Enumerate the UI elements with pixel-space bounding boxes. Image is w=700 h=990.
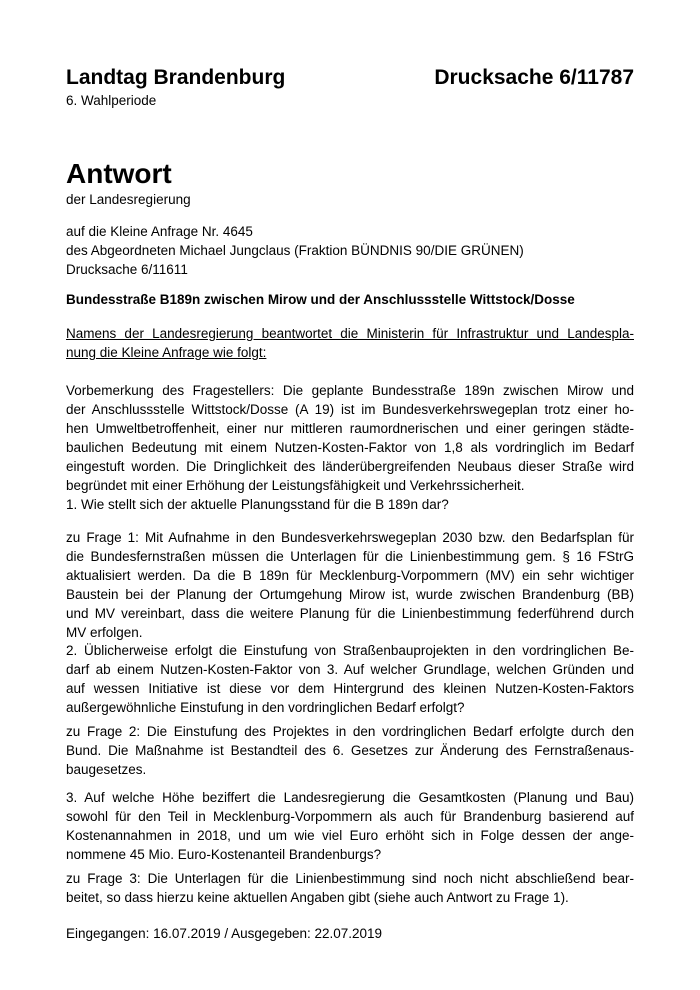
- text-line: 2. Üblicherweise erfolgt die Einstufung von Straßenbauprojekten in den vordringlichen Be-: [66, 643, 634, 658]
- text-line: baugesetzes.: [66, 762, 147, 777]
- text-line: sowohl für den Teil in Mecklenburg-Vorpommern als auch für Brandenburg basierend auf: [66, 809, 634, 824]
- page-title: Antwort: [66, 158, 172, 189]
- text-line: außergewöhnliche Einstufung in den vordringlichen Bedarf erfolgt?: [66, 700, 465, 715]
- text-line: nung die Kleine Anfrage wie folgt:: [66, 345, 267, 360]
- answer-3: [66, 869, 634, 907]
- text-line: 1. Wie stellt sich der aktuelle Planungsstand für die B 189n dar?: [66, 497, 449, 512]
- answer-2: [66, 722, 634, 779]
- text-line: baulichen Bedeutung mit einem Nutzen-Kosten-Faktor von 1,8 als vordringlich im Bedarf: [66, 440, 634, 455]
- parliament-name: Landtag Brandenburg: [66, 66, 286, 89]
- text-line: und MV vereinbart, dass die weitere Planung für die Linienbestimmung federführend durch: [66, 606, 634, 621]
- reference-line: auf die Kleine Anfrage Nr. 4645: [66, 224, 253, 239]
- subject-heading: Bundesstraße B189n zwischen Mirow und der Anschlussstelle Wittstock/Dosse: [66, 292, 575, 307]
- document-header: [66, 66, 634, 94]
- text-line: Namens der Landesregierung beantwortet die Ministerin für Infrastruktur und Landespla-: [66, 326, 634, 341]
- question-3: [66, 788, 634, 864]
- reference-line: Drucksache 6/11611: [66, 262, 188, 277]
- text-line: begründet mit einer Erhöhung der Leistungsfähigkeit und Verkehrssicherheit.: [66, 478, 525, 493]
- text-line: zu Frage 3: Die Unterlagen für die Linienbestimmung sind noch nicht abschließend bear-: [66, 871, 634, 886]
- text-line: auf wessen Initiative ist diese vor dem Hintergrund des kleinen Nutzen-Kosten-Faktors: [66, 681, 634, 696]
- text-line: 3. Auf welche Höhe beziffert die Landesregierung die Gesamtkosten (Planung und Bau): [66, 790, 634, 805]
- text-line: hen Umweltbetroffenheit, einer nur mittleren raumordnerischen und einer geringen städte-: [66, 421, 634, 436]
- text-line: zu Frage 1: Mit Aufnahme in den Bundesverkehrswegeplan 2030 bzw. den Bedarfsplan für: [66, 530, 634, 545]
- page-subtitle: der Landesregierung: [66, 192, 191, 207]
- text-line: Baustein bei der Planung der Ortumgehung Mirow ist, wurde zwischen Brandenburg (BB): [66, 587, 634, 602]
- question-1: [66, 495, 634, 514]
- document-number: Drucksache 6/11787: [434, 66, 634, 89]
- text-line: Kostenannahmen in 2018, und um wie viel Euro erhöht sich in Folge dessen der ange-: [66, 828, 634, 843]
- receipt-dates: Eingegangen: 16.07.2019 / Ausgegeben: 22.07.2019: [66, 926, 383, 941]
- legislative-period: 6. Wahlperiode: [66, 93, 157, 108]
- text-line: nommene 45 Mio. Euro-Kostenanteil Brandenburgs?: [66, 847, 382, 862]
- text-line: die Bundesfernstraßen müssen die Unterlagen für die Linienbestimmung gem. § 16 FStrG: [66, 549, 634, 564]
- text-line: Bund. Die Maßnahme ist Bestandteil des 6. Gesetzes zur Änderung des Fernstraßenaus-: [66, 743, 634, 758]
- inquiry-reference: [66, 222, 524, 279]
- text-line: MV erfolgen.: [66, 625, 143, 640]
- text-line: der Anschlussstelle Wittstock/Dosse (A 19) ist im Bundesverkehrswegeplan trotz einer ho-: [66, 402, 634, 417]
- text-line: aktualisiert werden. Da die B 189n für Mecklenburg-Vorpommern (MV) ein sehr wichtiger: [66, 568, 634, 583]
- question-2: [66, 641, 634, 717]
- text-line: darf ab einem Nutzen-Kosten-Faktor von 3. Auf welcher Grundlage, welchen Gründen und: [66, 662, 634, 677]
- preliminary-remark: [66, 381, 634, 495]
- intro-paragraph: [66, 324, 634, 362]
- text-line: zu Frage 2: Die Einstufung des Projektes in den vordringlichen Bedarf erfolgte durch den: [66, 724, 634, 739]
- reference-line: des Abgeordneten Michael Jungclaus (Fraktion BÜNDNIS 90/DIE GRÜNEN): [66, 243, 524, 258]
- text-line: beitet, so dass hierzu keine aktuellen Angaben gibt (siehe auch Antwort zu Frage 1).: [66, 890, 569, 905]
- text-line: eingestuft worden. Die Dringlichkeit des länderübergreifenden Neubaus dieser Straße wird: [66, 459, 634, 474]
- text-line: Vorbemerkung des Fragestellers: Die geplante Bundesstraße 189n zwischen Mirow und: [66, 383, 634, 398]
- answer-1: [66, 528, 634, 642]
